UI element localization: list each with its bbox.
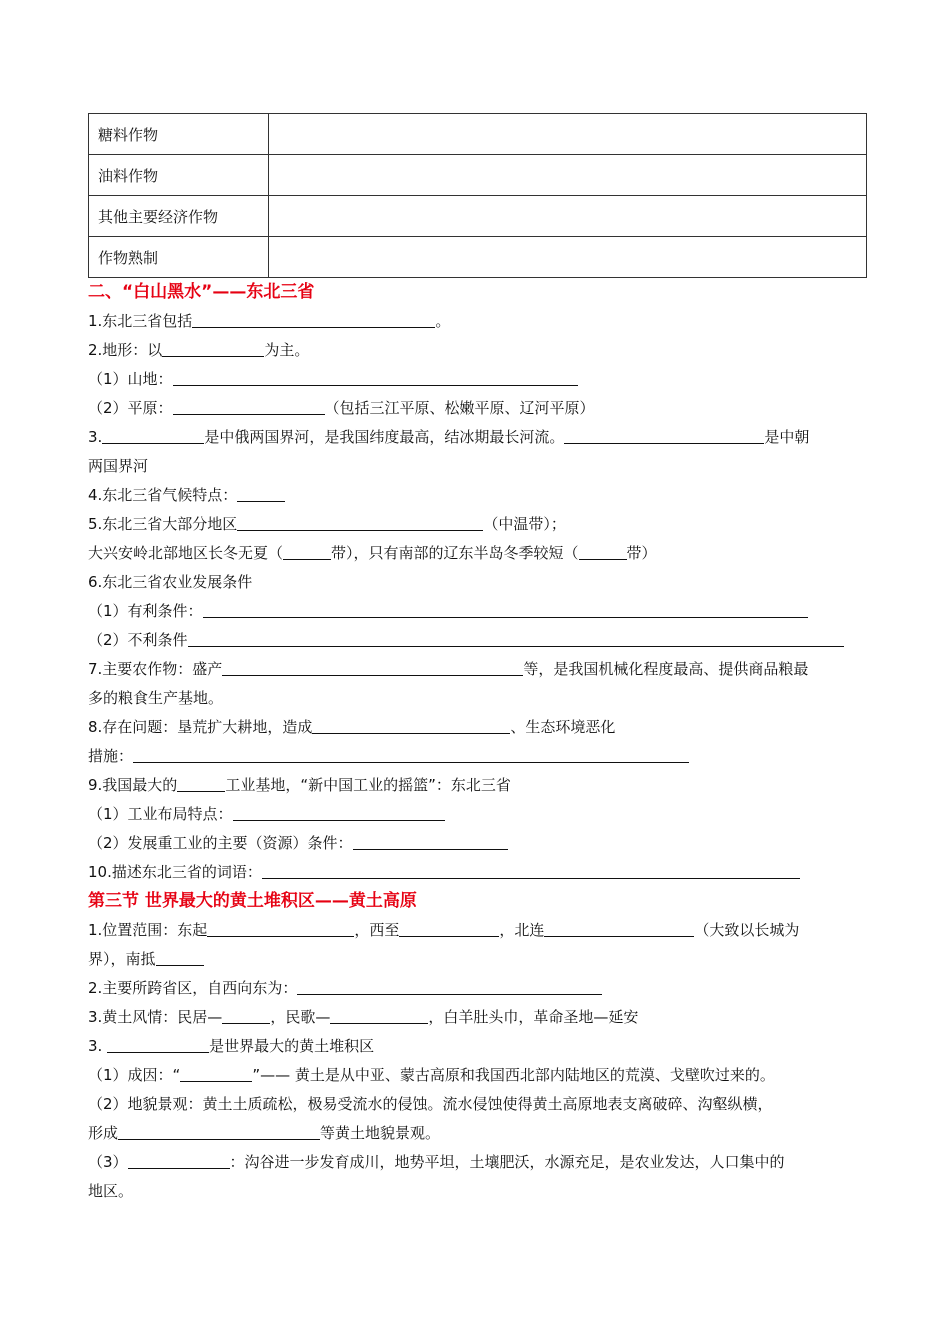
- answer-blank[interactable]: [564, 425, 764, 444]
- answer-blank[interactable]: [203, 599, 808, 618]
- section-heading-northeast: 二、“白山黑水”——东北三省: [88, 282, 315, 302]
- question-line: 3.黄土风情：民居— ，民歌— ，白羊肚头巾，革命圣地—延安: [88, 1003, 868, 1032]
- answer-blank[interactable]: [188, 628, 844, 647]
- question-line: 9.我国最大的 工业基地，“新中国工业的摇篮”：东北三省: [88, 771, 868, 800]
- question-line: 两国界河: [88, 457, 149, 475]
- table-row: [89, 196, 867, 237]
- question-line: （1）成因：“ ”—— 黄土是从中亚、蒙古高原和我国西北部内陆地区的荒漠、戈壁吹过来的。: [88, 1061, 868, 1090]
- question-line: 形成 等黄土地貌景观。: [88, 1119, 868, 1148]
- question-line: 5.东北三省大部分地区 （中温带）；: [88, 510, 868, 539]
- question-line: （3） ：沟谷进一步发育成川，地势平坦，土壤肥沃，水源充足，是农业发达，人口集中的: [88, 1148, 868, 1177]
- question-line: （2）不利条件: [88, 626, 868, 655]
- question-line: 地区。: [88, 1182, 134, 1200]
- answer-blank[interactable]: [353, 831, 508, 850]
- question-line: （1）工业布局特点：: [88, 800, 868, 829]
- question-line: 4.东北三省气候特点：: [88, 481, 868, 510]
- question-line: （1）山地：: [88, 365, 868, 394]
- table-cell-label: 油料作物: [89, 155, 269, 196]
- question-line: 3. 是中俄两国界河，是我国纬度最高，结冰期最长河流。 是中朝: [88, 423, 868, 452]
- question-line: （2）平原： （包括三江平原、松嫩平原、辽河平原）: [88, 394, 868, 423]
- answer-blank[interactable]: [192, 309, 435, 328]
- question-line: 10.描述东北三省的词语：: [88, 858, 868, 887]
- table-row: [89, 155, 867, 196]
- answer-blank[interactable]: [102, 425, 204, 444]
- question-line: 8.存在问题：垦荒扩大耕地，造成 、生态环境恶化: [88, 713, 868, 742]
- table-row: [89, 237, 867, 278]
- answer-blank[interactable]: [222, 1005, 270, 1024]
- question-line: 多的粮食生产基地。: [88, 689, 224, 707]
- table-cell-answer[interactable]: [269, 196, 867, 237]
- table-cell-answer[interactable]: [269, 237, 867, 278]
- crop-table: [88, 113, 867, 278]
- answer-blank[interactable]: [222, 657, 523, 676]
- worksheet-page: [88, 113, 868, 1206]
- question-line: 界），南抵: [88, 945, 868, 974]
- answer-blank[interactable]: [579, 541, 627, 560]
- question-line: 1.东北三省包括 。: [88, 307, 868, 336]
- question-line: 7.主要农作物：盛产 等，是我国机械化程度最高、提供商品粮最: [88, 655, 868, 684]
- question-line: 1.位置范围：东起 ，西至 ，北连 （大致以长城为: [88, 916, 868, 945]
- question-line: （1）有利条件：: [88, 597, 868, 626]
- answer-blank[interactable]: [128, 1150, 230, 1169]
- answer-blank[interactable]: [330, 1005, 428, 1024]
- table-cell-answer[interactable]: [269, 114, 867, 155]
- answer-blank[interactable]: [118, 1121, 320, 1140]
- answer-blank[interactable]: [233, 802, 445, 821]
- question-line: 措施：: [88, 742, 868, 771]
- answer-blank[interactable]: [237, 483, 285, 502]
- answer-blank[interactable]: [162, 338, 264, 357]
- section-heading-loess-plateau: 第三节 世界最大的黄土堆积区——黄土高原: [88, 891, 417, 911]
- answer-blank[interactable]: [297, 976, 602, 995]
- question-line: 6.东北三省农业发展条件: [88, 573, 253, 591]
- answer-blank[interactable]: [177, 773, 225, 792]
- answer-blank[interactable]: [399, 918, 499, 937]
- question-line: （2）发展重工业的主要（资源）条件：: [88, 829, 868, 858]
- table-cell-answer[interactable]: [269, 155, 867, 196]
- answer-blank[interactable]: [237, 512, 483, 531]
- table-cell-label: 作物熟制: [89, 237, 269, 278]
- answer-blank[interactable]: [283, 541, 331, 560]
- table-cell-label: 糖料作物: [89, 114, 269, 155]
- answer-blank[interactable]: [133, 744, 689, 763]
- answer-blank[interactable]: [173, 396, 325, 415]
- question-line: 3. 是世界最大的黄土堆积区: [88, 1032, 868, 1061]
- answer-blank[interactable]: [107, 1034, 209, 1053]
- answer-blank[interactable]: [173, 367, 578, 386]
- answer-blank[interactable]: [207, 918, 354, 937]
- question-line: 2.主要所跨省区，自西向东为：: [88, 974, 868, 1003]
- answer-blank[interactable]: [180, 1063, 252, 1082]
- question-line: 2.地形：以 为主。: [88, 336, 868, 365]
- answer-blank[interactable]: [156, 947, 204, 966]
- question-line: （2）地貌景观：黄土土质疏松，极易受流水的侵蚀。流水侵蚀使得黄土高原地表支离破碎、沟壑纵横，: [88, 1095, 773, 1113]
- table-cell-label: 其他主要经济作物: [89, 196, 269, 237]
- answer-blank[interactable]: [262, 860, 800, 879]
- answer-blank[interactable]: [544, 918, 694, 937]
- question-line: 大兴安岭北部地区长冬无夏（ 带），只有南部的辽东半岛冬季较短（ 带）: [88, 539, 868, 568]
- answer-blank[interactable]: [312, 715, 510, 734]
- table-row: [89, 114, 867, 155]
